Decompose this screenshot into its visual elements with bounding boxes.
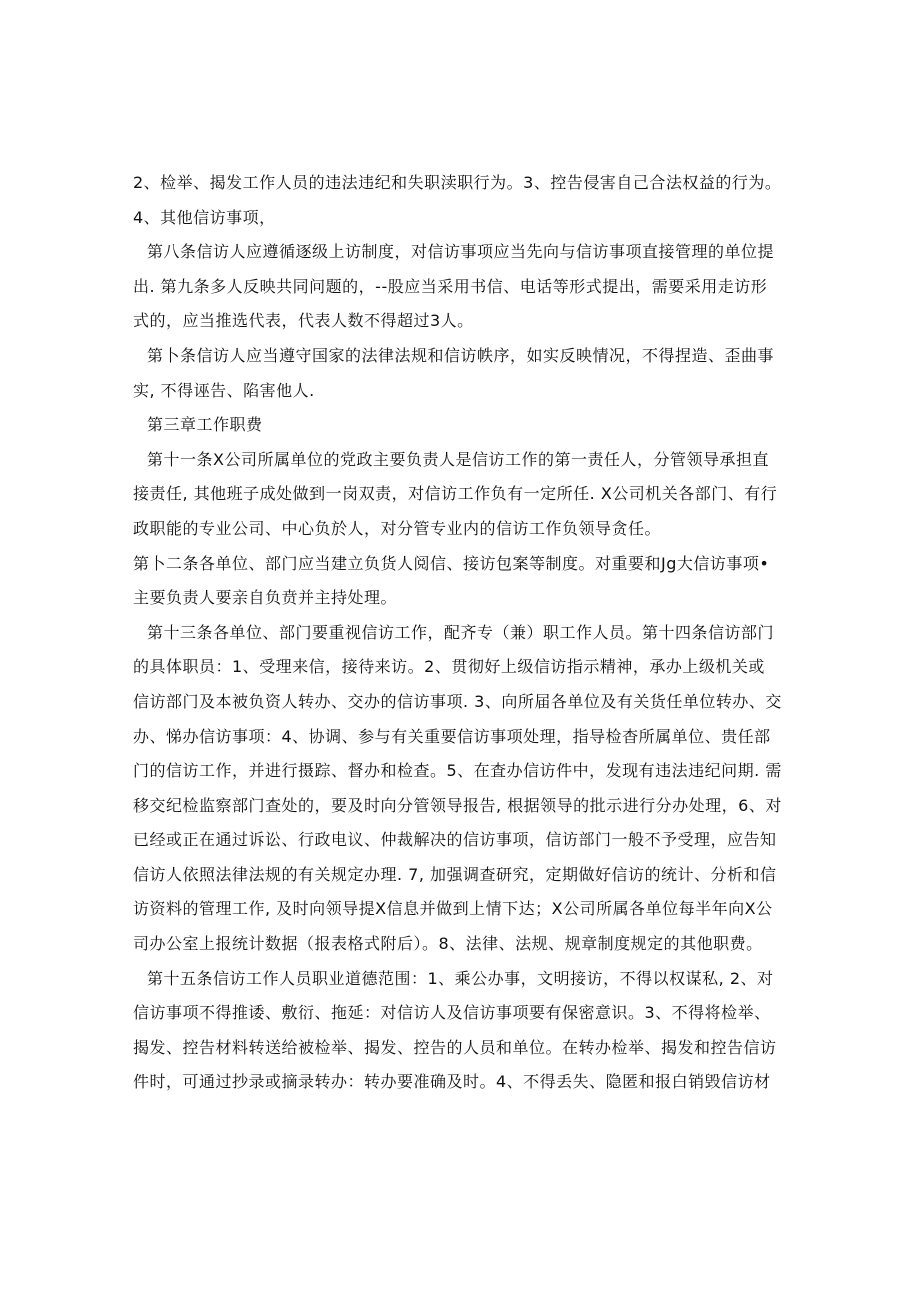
text-line: 式的，应当推选代表，代表人数不得超过3人。: [133, 311, 474, 331]
text-line: 揭发、控告材料转送给被检举、揭发、控告的人员和单位。在转办检举、揭发和控告信访: [133, 1037, 777, 1057]
article-12-start: 第卜二条各单位、部门应当建立负货人阅信、接访包案等制度。对重要和Jg大信访事项•: [133, 553, 770, 573]
text-line: 办、悌办信访事项：4、协调、参与有关重要信访事项处理，指导检杳所属单位、贵任部: [133, 726, 771, 746]
text-line: 信访事项不得推诿、敷衍、拖延：对信访人及信访事项要有保密意识。3、不得将检举、: [133, 1003, 771, 1023]
article-10-start: 第卜条信访人应当遵守国家的法律法规和信访帙序，如实反映情况，不得捏造、歪曲事: [147, 345, 775, 365]
text-line: 4、其他信访事项，: [133, 207, 276, 227]
text-line: 2、检举、揭发工作人员的违法违纪和失职渎职行为。3、控告侵害自己合法权益的行为。: [133, 173, 782, 192]
article-8-start: 第八条信访人应遵循逐级上访制度，对信访事项应当先向与信访事项直接管理的单位提: [147, 242, 775, 262]
text-line: 接责任, 其他班子成处做到一岗双责，对信访工作负有一定所任. X公司机关各部门、有行: [133, 484, 778, 504]
article-11-start: 第十一条X公司所属单位的党政主要负责人是信访工作的第一责任人，分管领导承担直: [147, 449, 769, 469]
text-line: 门的信访工作，并进行摄踪、督办和检查。5、在査办信访件中，发现有违法违纪问期. 需: [133, 761, 782, 781]
text-line: 件时，可通过抄录或摘录转办：转办要准确及时。4、不得丢失、隐匿和报白销毁信访材: [133, 1072, 771, 1092]
text-line: 已经或正在通过诉讼、行政电议、仲裁解决的信访事项，信访部门一般不予受理，应告知: [133, 830, 777, 850]
text-line: 出. 第九条多人反映共同问题的，--股应当采用书信、电话等形式提出，需要采用走访形: [133, 276, 768, 296]
text-line: 访资料的管理工作, 及时向领导提X信息并做到上情下达；X公司所属各单位每半年向X公: [133, 899, 773, 919]
article-15-start: 第十五条信访工作人员职业道德范围：1、乘公办事，文明接访，不得以权谋私, 2、对: [147, 968, 774, 988]
text-line: 主要负责人要亲自负贲并主持处理。: [133, 588, 398, 608]
chapter-heading: 第三章工作职费: [147, 415, 263, 435]
article-13-start: 第十三条各单位、部门要重视信访工作，配齐专（兼）职工作人员。第十四条信访部门: [147, 622, 775, 642]
document-body: [133, 166, 793, 1100]
text-line: 信访部门及本被负资人转办、交办的信访事项. 3、向所届各单位及有关货任单位转办、交: [133, 691, 782, 711]
text-line: 的具体职员：1、受理来信，接待来访。2、贯彻好上级信访指示精神，承办上级机关或: [133, 657, 765, 677]
text-line: 实, 不得诬告、陷害他人.: [133, 380, 315, 400]
text-line: 政职能的专业公司、中心负於人，对分管专业内的信访工作负领导贪任。: [133, 518, 662, 538]
text-line: 移交纪检监察部门查处的，要及时向分管领导报告, 根据领导的批示进行分办处理，6、对: [133, 795, 782, 815]
text-line: 信访人依照法律法规的有关规定办理. 7, 加强调查研究，定期做好信访的统计、分析和信: [133, 864, 777, 884]
text-line: 司办公室上报统计数据（报表格式附后）。8、法律、法规、规章制度规定的其他职费。: [133, 934, 763, 954]
